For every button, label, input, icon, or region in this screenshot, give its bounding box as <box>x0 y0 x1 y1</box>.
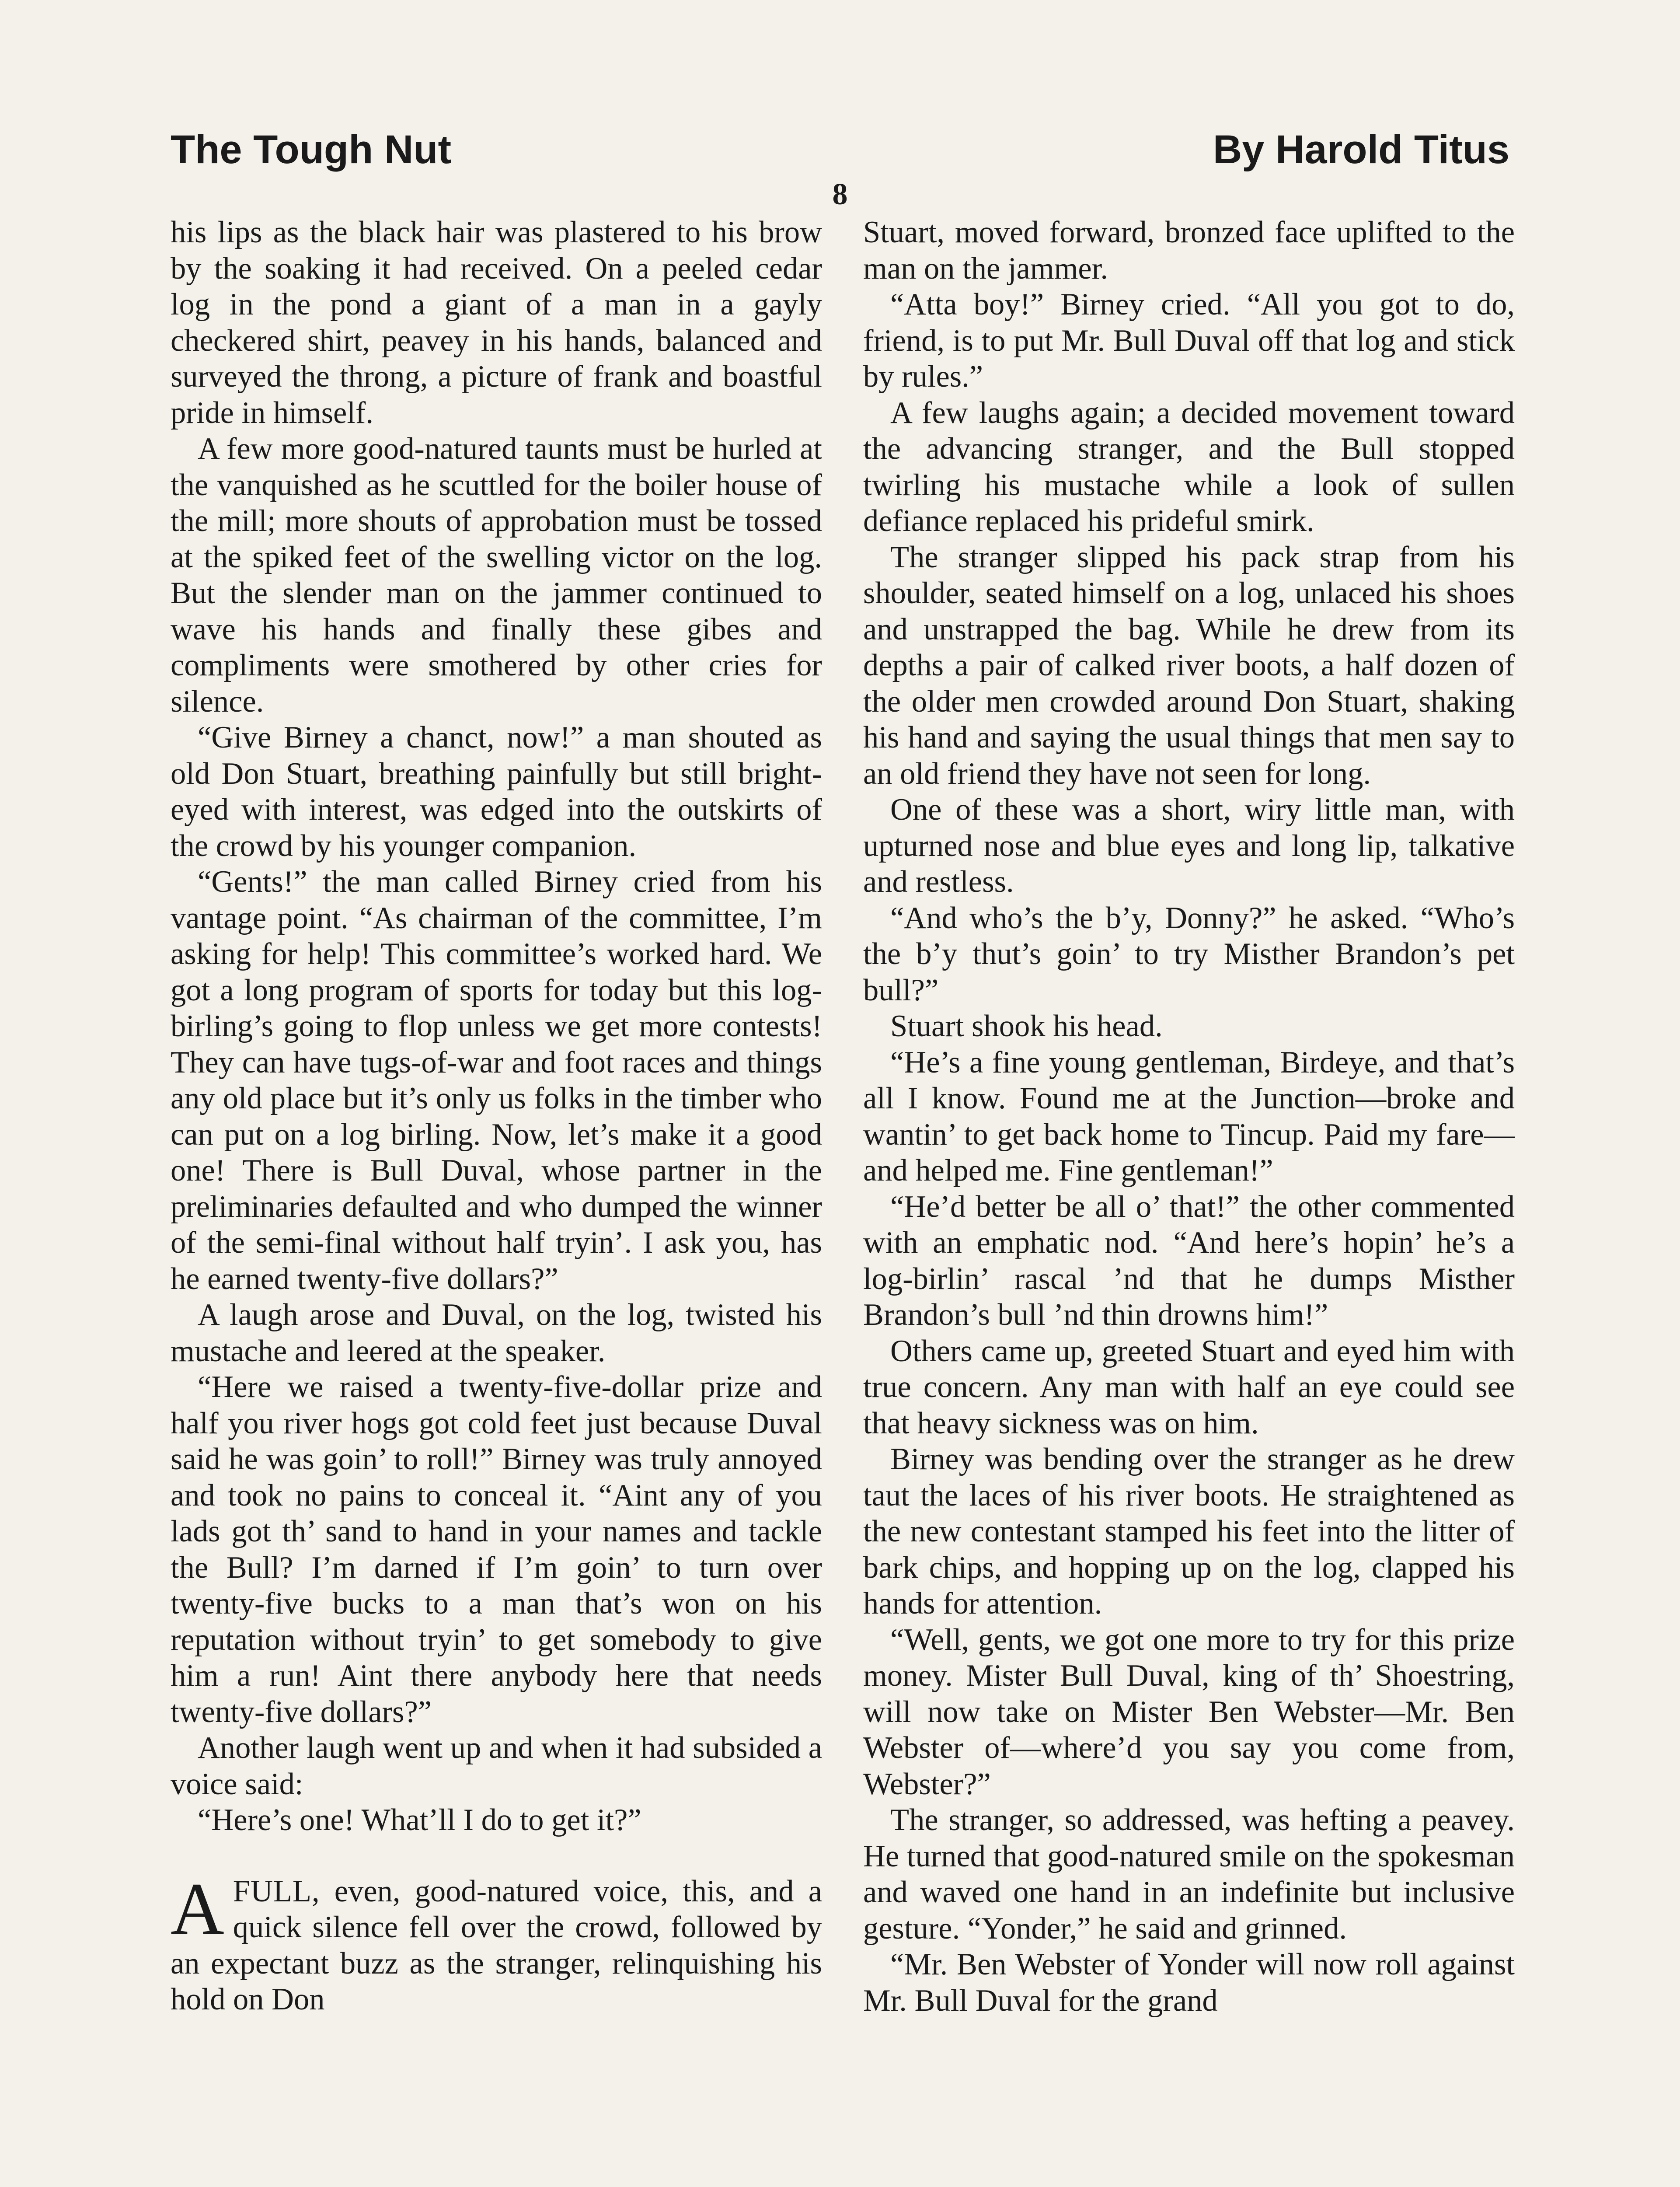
paragraph: Stuart, moved forward, bronzed face uplifted to the man on the jammer. <box>863 215 1515 286</box>
paragraph: Another laugh went up and when it had subsided a voice said: <box>171 1731 822 1801</box>
story-title: The Tough Nut <box>171 127 452 172</box>
right-column <box>863 214 1515 2019</box>
author-byline: By Harold Titus <box>1213 127 1509 172</box>
paragraph: Others came up, greeted Stuart and eyed him with true concern. Any man with half an eye could see that heavy sickness was on him. <box>863 1334 1515 1440</box>
left-column <box>171 214 822 2018</box>
paragraph: Stuart shook his head. <box>890 1009 1163 1043</box>
paragraph: “Gents!” the man called Birney cried from his vantage point. “As chairman of the committee, I’m asking for help! This committee’s worked hard. We got a long program of sports for today but this log-birling’s going to flop unless we get more contests! They can have tugs-of-war and foot races and things any old place but it’s only us folks in the timber who can put on a log birling. Now, let’s make it a good one! There is Bull Duval, whose partner in the preliminaries defaulted and who dumped the winner of the semi-final without half tryin’. I ask you, has he earned twenty-five dollars?” <box>171 865 822 1296</box>
drop-cap: A <box>171 1867 224 1950</box>
paragraph: A few more good-natured taunts must be hurled at the vanquished as he scuttled for the boiler house of the mill; more shouts of approbation must be tossed at the spiked feet of the swelling victor on the log. But the slender man on the jammer continued to wave his hands and finally these gibes and compliments were smothered by other cries for silence. <box>171 432 822 719</box>
section-text: even, good-natured voice, this, and a quick silence fell over the crowd, followed by an expectant buzz as the stranger, relinquishing his hold on Don <box>171 1874 822 2016</box>
paragraph: “He’d better be all o’ that!” the other commented with an emphatic nod. “And here’s hopin’ he’s a log-birlin’ rascal ’nd that he dumps Misther Brandon’s bull ’nd thin drowns him!” <box>863 1189 1515 1332</box>
paragraph: “He’s a fine young gentleman, Birdeye, and that’s all I know. Found me at the Junction—broke and wantin’ to get back home to Tincup. Paid my fare—and helped me. Fine gentleman!” <box>863 1045 1515 1188</box>
paragraph: “And who’s the b’y, Donny?” he asked. “Who’s the b’y thut’s goin’ to try Misther Brandon’s pet bull?” <box>863 901 1515 1007</box>
page-number: 8 <box>832 178 848 211</box>
paragraph: A laugh arose and Duval, on the log, twisted his mustache and leered at the speaker. <box>171 1298 822 1368</box>
paragraph: One of these was a short, wiry little man, with upturned nose and blue eyes and long lip, talkative and restless. <box>863 793 1515 899</box>
paragraph: “Here we raised a twenty-five-dollar prize and half you river hogs got cold feet just because Duval said he was goin’ to roll!” Birney was truly annoyed and took no pains to conceal it. “Aint any of you lads got th’ sand to hand in your names and tackle the Bull? I’m darned if I’m goin’ to turn over twenty-five bucks to a man that’s won on his reputation without tryin’ to get somebody to give him a run! Aint there anybody here that needs twenty-five dollars?” <box>171 1370 822 1729</box>
paragraph: “Well, gents, we got one more to try for this prize money. Mister Bull Duval, king of th’ Shoestring, will now take on Mister Ben Webster—Mr. Ben Webster of—where’d you say you come from, Webster?” <box>863 1622 1515 1801</box>
paragraph: The stranger slipped his pack strap from his shoulder, seated himself on a log, unlaced his shoes and unstrapped the bag. While he drew from its depths a pair of calked river boots, a half dozen of the older men crowded around Don Stuart, shaking his hand and saying the usual things that men say to an old friend they have not seen for long. <box>863 540 1515 791</box>
paragraph: A few laughs again; a decided movement toward the advancing stranger, and the Bull stopped twirling his mustache while a look of sullen defiance replaced his prideful smirk. <box>863 395 1515 538</box>
paragraph: “Atta boy!” Birney cried. “All you got to do, friend, is to put Mr. Bull Duval off that log and stick by rules.” <box>863 287 1515 394</box>
paragraph: Birney was bending over the stranger as he drew taut the laces of his river boots. He straightened as the new contestant stamped his feet into the litter of bark chips, and hopping up on the log, clapped his hands for attention. <box>863 1442 1515 1621</box>
paragraph: his lips as the black hair was plastered to his brow by the soaking it had received. On a peeled cedar log in the pond a giant of a man in a gayly checkered shirt, peavey in his hands, balanced and surveyed the throng, a picture of frank and boastful pride in himself. <box>171 215 822 430</box>
small-caps-lead: FULL, <box>233 1874 320 1908</box>
paragraph: “Give Birney a chanct, now!” a man shouted as old Don Stuart, breathing painfully but still bright-eyed with interest, was edged into the outskirts of the crowd by his younger companion. <box>171 720 822 863</box>
section-opening-paragraph <box>171 1867 822 2018</box>
paragraph: “Here’s one! What’ll I do to get it?” <box>198 1803 641 1837</box>
paragraph: The stranger, so addressed, was hefting a peavey. He turned that good-natured smile on the spokesman and waved one hand in an indefinite but inclusive gesture. “Yonder,” he said and grinned. <box>863 1803 1515 1946</box>
paragraph: “Mr. Ben Webster of Yonder will now roll against Mr. Bull Duval for the grand <box>863 1947 1515 2018</box>
